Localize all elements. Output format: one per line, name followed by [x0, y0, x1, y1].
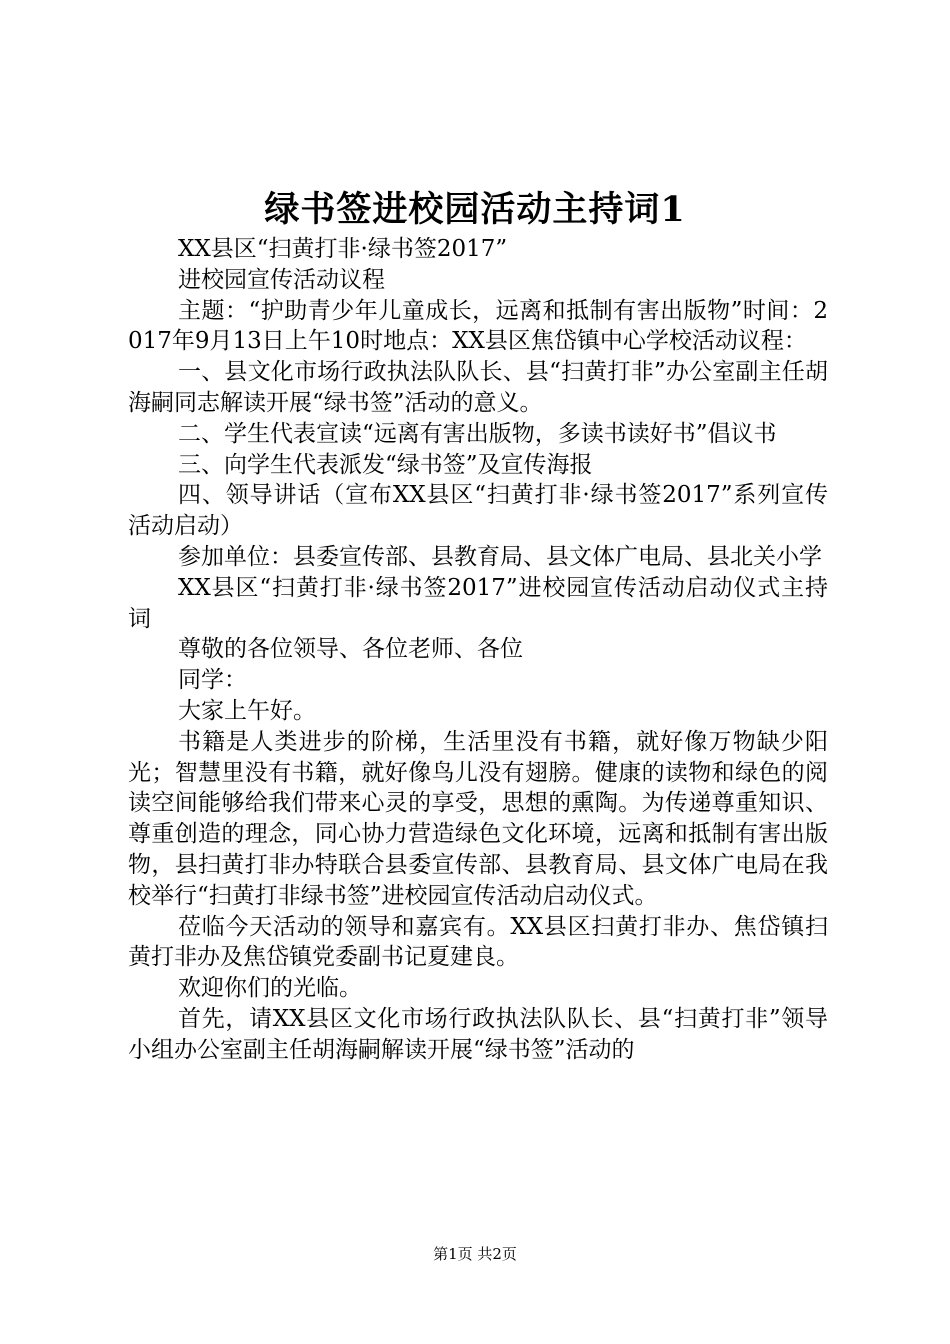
- paragraph: 四、领导讲话（宣布XX县区“扫黄打非·绿书签2017”系列宣传活动启动）: [128, 482, 828, 540]
- paragraph: XX县区“扫黄打非·绿书签2017”: [178, 236, 508, 262]
- paragraph: 主题：“护助青少年儿童成长，远离和抵制有害出版物”时间：2017年9月13日上午10时地点：XX县区焦岱镇中心学校活动议程：: [128, 297, 828, 355]
- paragraph: 进校园宣传活动议程: [178, 266, 385, 293]
- paragraph: 大家上午好。: [178, 697, 316, 724]
- document-body: [128, 234, 828, 1066]
- paragraph: 三、向学生代表派发“绿书签”及宣传海报: [178, 451, 593, 478]
- paragraph: 首先，请XX县区文化市场行政执法队队长、县“扫黄打非”领导小组办公室副主任胡海嗣解读开展“绿书签”活动的: [128, 1005, 828, 1063]
- document-title: 绿书签进校园活动主持词1: [264, 189, 686, 230]
- paragraph: 二、学生代表宣读“远离有害出版物，多读书读好书”倡议书: [178, 420, 777, 447]
- paragraph: 尊敬的各位领导、各位老师、各位: [178, 636, 523, 663]
- paragraph: 同学：: [178, 667, 247, 694]
- paragraph: 参加单位：县委宣传部、县教育局、县文体广电局、县北关小学: [178, 543, 822, 570]
- page-number: 第1页 共2页: [433, 1245, 517, 1263]
- paragraph: 欢迎你们的光临。: [178, 975, 362, 1002]
- paragraph: 一、县文化市场行政执法队队长、县“扫黄打非”办公室副主任胡海嗣同志解读开展“绿书签”活动的意义。: [128, 359, 828, 416]
- paragraph: 书籍是人类进步的阶梯，生活里没有书籍，就好像万物缺少阳光；智慧里没有书籍，就好像鸟儿没有翅膀。健康的读物和绿色的阅读空间能够给我们带来心灵的享受，思想的熏陶。为传递尊重知识、尊重创造的理念，同心协力营造绿色文化环境，远离和抵制有害出版物，县扫黄打非办特联合县委宣传部、县教育局、县文体广电局在我校举行“扫黄打非绿书签”进校园宣传活动启动仪式。: [128, 728, 828, 909]
- paragraph: 莅临今天活动的领导和嘉宾有。XX县区扫黄打非办、焦岱镇扫黄打非办及焦岱镇党委副书记夏建良。: [128, 913, 828, 971]
- paragraph: XX县区“扫黄打非·绿书签2017”进校园宣传活动启动仪式主持词: [128, 574, 828, 632]
